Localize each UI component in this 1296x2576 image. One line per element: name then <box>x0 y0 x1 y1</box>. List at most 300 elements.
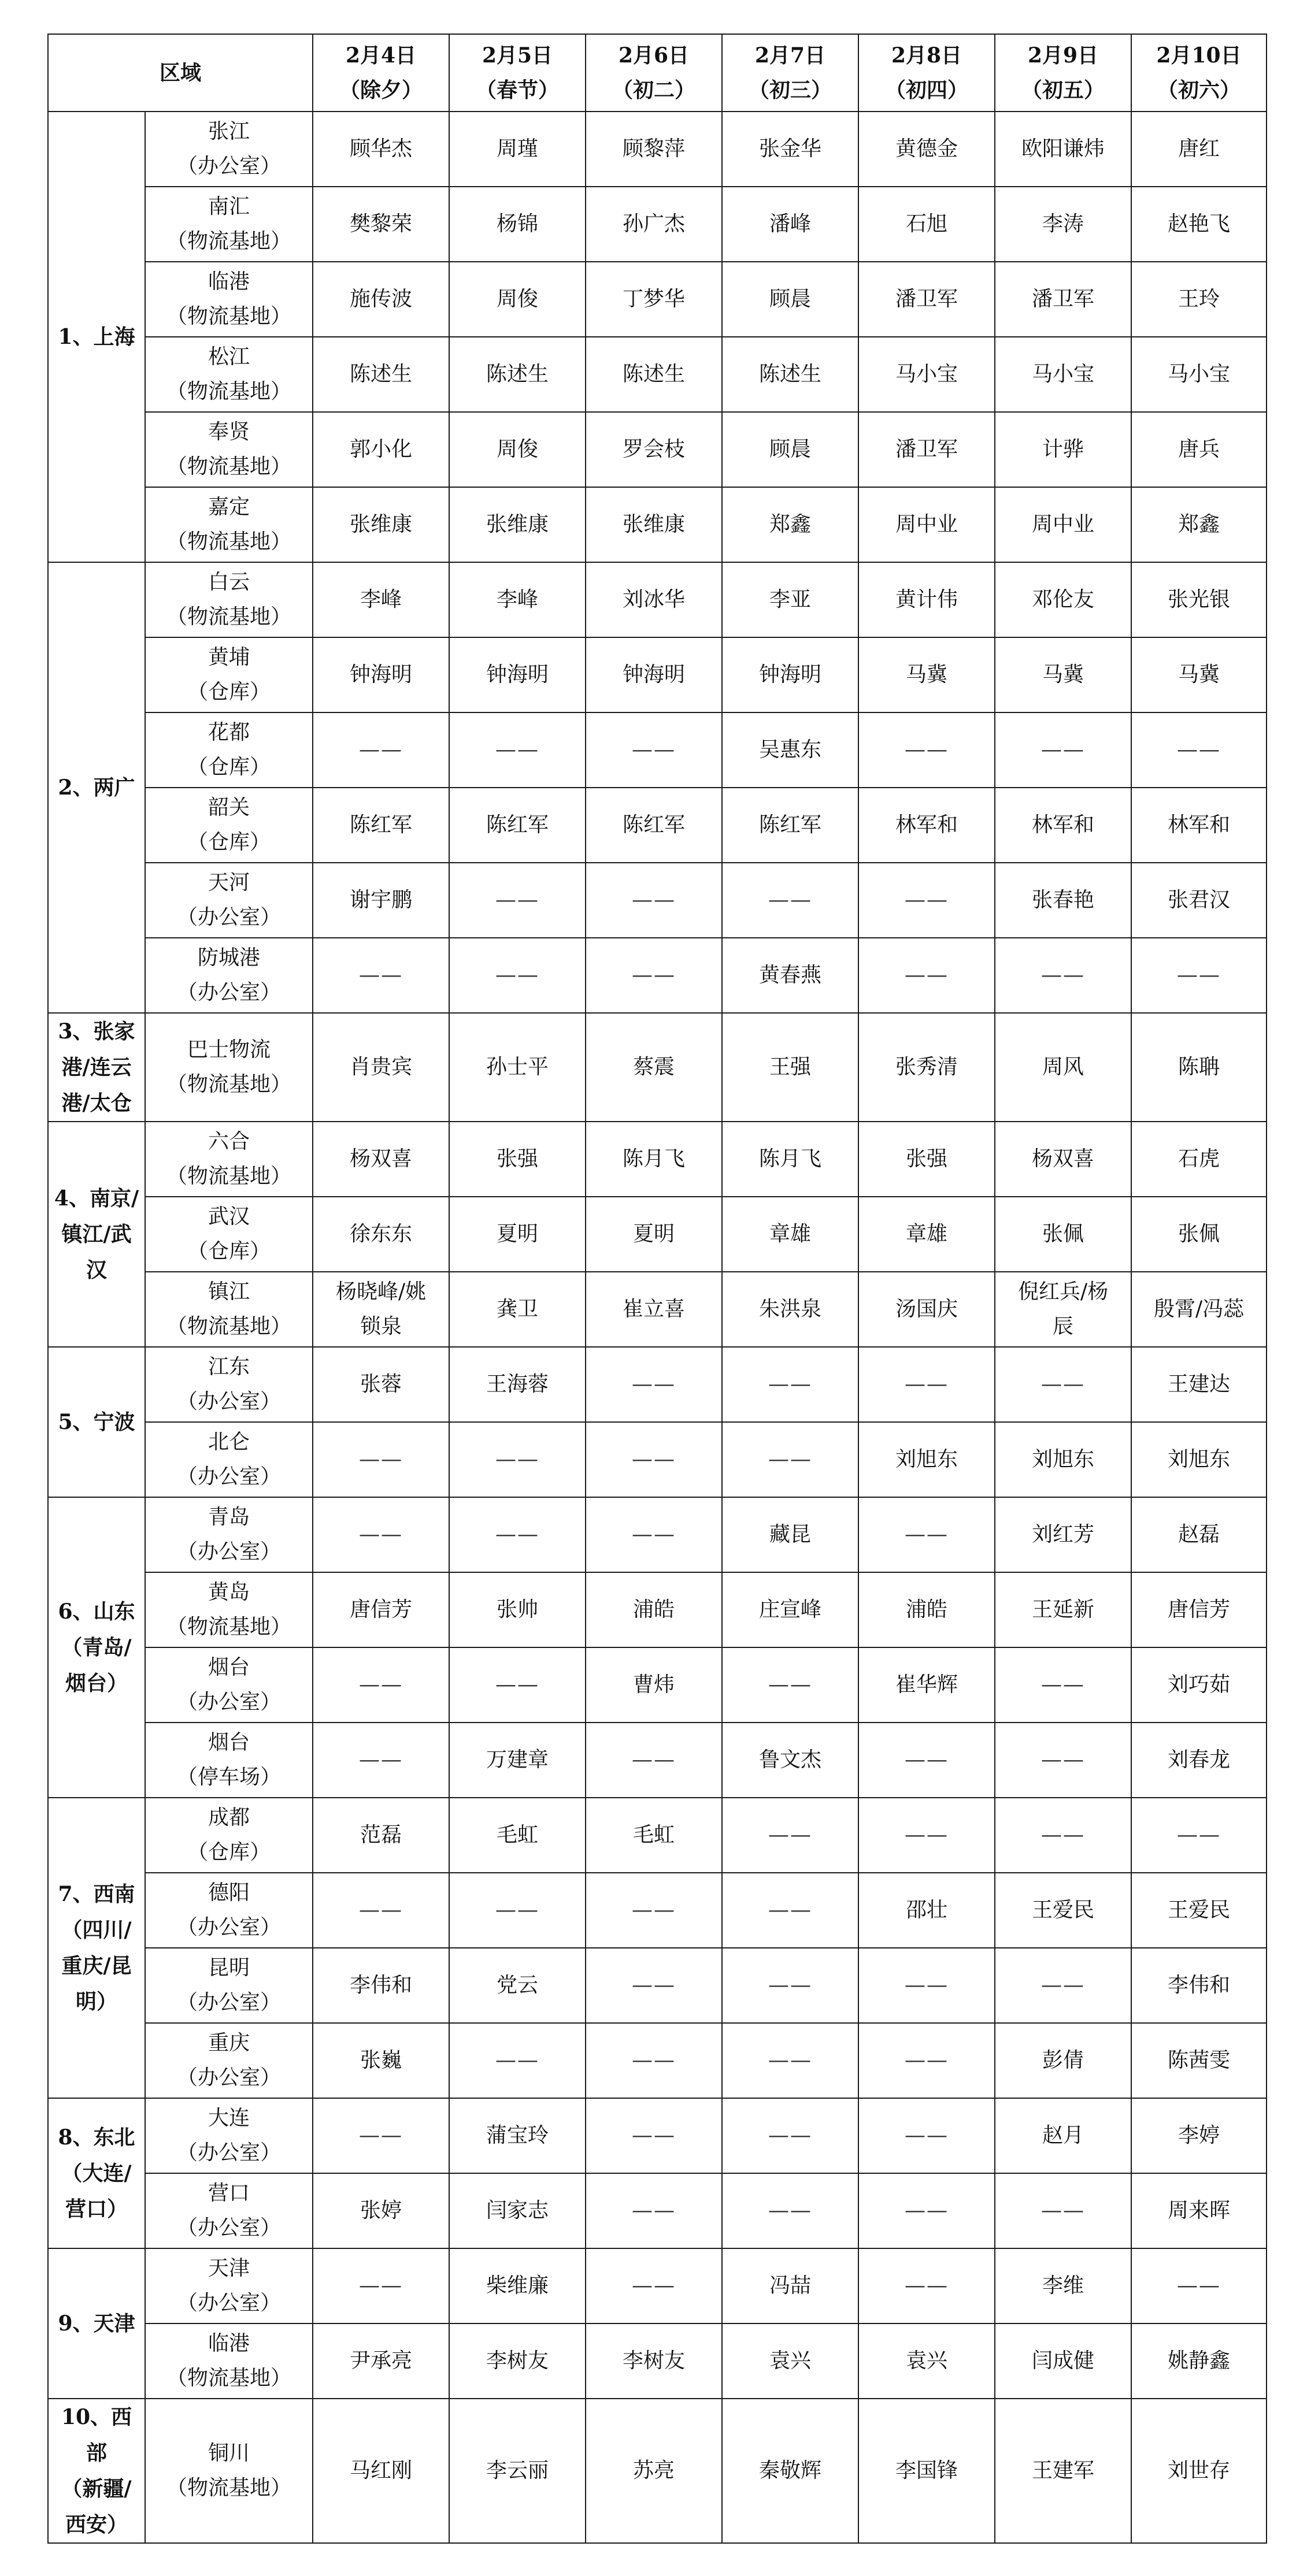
duty-person: 崔立喜 <box>623 1297 686 1321</box>
duty-person: 庄宣峰 <box>759 1598 822 1621</box>
duty-person: 秦敬辉 <box>759 2459 822 2482</box>
table-row <box>48 562 1267 637</box>
table-row <box>48 1647 1267 1723</box>
duty-cell <box>449 2023 586 2098</box>
duty-person: 赵艳飞 <box>1168 212 1231 236</box>
date-header-holiday: （春节） <box>476 78 560 102</box>
site-type: （办公室） <box>177 1390 282 1413</box>
table-row <box>48 1798 1267 1873</box>
duty-person: 马小宝 <box>1168 362 1231 386</box>
duty-cell <box>449 487 586 562</box>
region-group-label: 10、西部 <box>61 2405 132 2465</box>
duty-person: 李伟和 <box>350 1973 413 1997</box>
duty-person: 闫家志 <box>486 2199 549 2222</box>
site-type: （仓库） <box>187 830 271 854</box>
duty-cell <box>1131 337 1267 412</box>
no-duty-dash: —— <box>768 1823 813 1847</box>
duty-cell <box>722 1122 858 1197</box>
duty-person: 曹炜 <box>633 1673 675 1697</box>
site-name: 黄埔 <box>208 645 250 669</box>
duty-person: 樊黎荣 <box>350 212 413 236</box>
region-header <box>48 34 313 112</box>
duty-cell <box>449 1422 586 1497</box>
region-group-label: （青岛/ <box>61 1635 132 1660</box>
site-cell <box>145 1013 313 1122</box>
duty-person: 汤国庆 <box>895 1297 958 1321</box>
duty-cell <box>313 1798 449 1873</box>
duty-cell <box>313 1422 449 1497</box>
region-group-cell <box>48 1347 145 1497</box>
duty-cell <box>995 788 1131 863</box>
table-row <box>48 1723 1267 1798</box>
region-group-cell <box>48 2248 145 2399</box>
table-row <box>48 262 1267 337</box>
site-type: （仓库） <box>187 680 271 704</box>
duty-cell <box>449 262 586 337</box>
duty-person: 赵磊 <box>1178 1523 1220 1546</box>
site-type: （仓库） <box>187 755 271 779</box>
region-group-label: 2、两广 <box>58 775 135 800</box>
site-name: 青岛 <box>208 1505 250 1529</box>
region-group-cell <box>48 1798 145 2098</box>
site-cell <box>145 187 313 262</box>
no-duty-dash: —— <box>768 2048 813 2072</box>
duty-cell <box>995 1272 1131 1347</box>
site-cell <box>145 1647 313 1723</box>
duty-cell <box>858 1497 995 1572</box>
duty-cell <box>313 637 449 712</box>
duty-person: 王建达 <box>1168 1372 1231 1396</box>
region-group-label: （四川/ <box>61 1918 132 1942</box>
duty-person: 林军和 <box>1032 813 1095 837</box>
duty-cell <box>995 1647 1131 1723</box>
duty-cell <box>313 2098 449 2173</box>
duty-person: 张帅 <box>497 1598 539 1621</box>
duty-person: 张蓉 <box>360 1372 402 1396</box>
site-name: 临港 <box>208 270 250 294</box>
duty-person: 陈红军 <box>759 813 822 837</box>
duty-person: 张维康 <box>350 513 413 536</box>
duty-person: 马冀 <box>1178 663 1220 686</box>
duty-person: 周俊 <box>497 437 539 461</box>
duty-person: 马小宝 <box>895 362 958 386</box>
duty-cell <box>313 2248 449 2323</box>
date-header-holiday: （初三） <box>749 78 832 102</box>
duty-person: 杨双喜 <box>350 1147 413 1171</box>
header-row <box>48 34 1267 112</box>
table-row <box>48 487 1267 562</box>
duty-cell <box>858 262 995 337</box>
table-row <box>48 1197 1267 1272</box>
no-duty-dash: —— <box>905 1748 949 1772</box>
region-group-label: 6、山东 <box>58 1599 135 1624</box>
duty-person: 李树友 <box>486 2349 549 2373</box>
duty-cell <box>722 2098 858 2173</box>
site-name: 烟台 <box>208 1731 250 1754</box>
duty-person: 刘冰华 <box>623 588 686 611</box>
duty-person: 杨双喜 <box>1032 1147 1095 1171</box>
duty-cell <box>586 487 722 562</box>
site-type: （物流基地） <box>166 2476 292 2500</box>
duty-person: 藏昆 <box>769 1523 812 1546</box>
site-type: （物流基地） <box>166 380 292 403</box>
duty-cell <box>586 2098 722 2173</box>
duty-cell <box>722 1197 858 1272</box>
duty-cell <box>586 1798 722 1873</box>
duty-cell <box>722 938 858 1013</box>
site-type: （物流基地） <box>166 305 292 328</box>
duty-cell <box>586 1272 722 1347</box>
no-duty-dash: —— <box>905 2124 949 2147</box>
site-type: （办公室） <box>177 2141 282 2165</box>
duty-cell <box>313 1347 449 1422</box>
duty-person: 李树友 <box>623 2349 686 2373</box>
site-name: 黄岛 <box>208 1580 250 1604</box>
date-header <box>586 34 722 112</box>
duty-person: 毛虹 <box>497 1823 539 1847</box>
duty-person: 邓伦友 <box>1032 588 1095 611</box>
duty-person: 刘巧茹 <box>1168 1673 1231 1697</box>
duty-person: 夏明 <box>497 1222 539 1246</box>
region-group-label: 7、西南 <box>58 1882 135 1906</box>
duty-cell <box>995 187 1131 262</box>
duty-cell <box>586 1347 722 1422</box>
duty-cell <box>313 1948 449 2023</box>
duty-cell <box>722 187 858 262</box>
duty-cell <box>449 1197 586 1272</box>
duty-cell <box>995 337 1131 412</box>
duty-person: 浦皓 <box>906 1598 948 1621</box>
duty-cell <box>586 938 722 1013</box>
no-duty-dash: —— <box>905 888 949 912</box>
duty-cell <box>313 562 449 637</box>
duty-cell <box>995 1873 1131 1948</box>
duty-person: 周俊 <box>497 287 539 311</box>
duty-cell <box>586 1873 722 1948</box>
date-header <box>313 34 449 112</box>
no-duty-dash: —— <box>1177 1823 1221 1847</box>
duty-cell <box>586 2248 722 2323</box>
duty-cell <box>313 1723 449 1798</box>
no-duty-dash: —— <box>1177 2274 1221 2297</box>
region-group-cell <box>48 2399 145 2543</box>
duty-cell <box>1131 1572 1267 1647</box>
table-row <box>48 2098 1267 2173</box>
duty-person: 顾晨 <box>769 437 812 461</box>
site-name: 奉贤 <box>208 420 250 444</box>
duty-cell <box>1131 2023 1267 2098</box>
duty-person: 夏明 <box>633 1222 675 1246</box>
duty-person: 黄春燕 <box>759 963 822 987</box>
duty-person: 冯喆 <box>769 2274 812 2297</box>
site-type: （办公室） <box>177 1916 282 1939</box>
duty-person: 李峰 <box>497 588 539 611</box>
duty-cell <box>1131 1798 1267 1873</box>
duty-cell <box>313 1873 449 1948</box>
table-row <box>48 788 1267 863</box>
duty-cell <box>449 2399 586 2543</box>
duty-cell <box>449 562 586 637</box>
duty-person: 刘春龙 <box>1168 1748 1231 1772</box>
duty-person: 闫成健 <box>1032 2349 1095 2373</box>
duty-cell <box>313 487 449 562</box>
no-duty-dash: —— <box>495 2048 540 2072</box>
duty-cell <box>313 1572 449 1647</box>
duty-cell <box>858 2323 995 2399</box>
table-row <box>48 1122 1267 1197</box>
date-header <box>449 34 586 112</box>
no-duty-dash: —— <box>1177 963 1221 987</box>
date-header-date: 2月5日 <box>482 43 553 68</box>
duty-cell <box>858 2023 995 2098</box>
duty-cell <box>995 938 1131 1013</box>
duty-person: 计骅 <box>1042 437 1084 461</box>
duty-person: 杨锦 <box>497 212 539 236</box>
table-row <box>48 412 1267 487</box>
site-cell <box>145 1122 313 1197</box>
duty-cell <box>722 262 858 337</box>
duty-cell <box>449 1347 586 1422</box>
duty-cell <box>858 1013 995 1122</box>
table-row <box>48 1347 1267 1422</box>
site-name: 重庆 <box>208 2031 250 2055</box>
duty-person: 张君汉 <box>1168 888 1231 912</box>
duty-person: 顾华杰 <box>350 137 413 161</box>
region-group-cell <box>48 1013 145 1122</box>
duty-person: 姚静鑫 <box>1168 2349 1231 2373</box>
duty-cell <box>449 112 586 187</box>
duty-cell <box>1131 863 1267 938</box>
duty-cell <box>1131 1197 1267 1272</box>
duty-cell <box>722 712 858 788</box>
duty-cell <box>995 412 1131 487</box>
site-name: 临港 <box>208 2332 250 2355</box>
duty-person: 辰 <box>1053 1315 1074 1338</box>
duty-cell <box>995 712 1131 788</box>
duty-person: 王玲 <box>1178 287 1220 311</box>
duty-person: 陈红军 <box>350 813 413 837</box>
duty-cell <box>449 187 586 262</box>
site-name: 江东 <box>208 1355 250 1379</box>
table-row <box>48 863 1267 938</box>
table-row <box>48 1873 1267 1948</box>
duty-cell <box>586 712 722 788</box>
site-type: （办公室） <box>177 154 282 178</box>
site-name: 南汇 <box>208 195 250 218</box>
duty-cell <box>586 2173 722 2248</box>
no-duty-dash: —— <box>359 963 403 987</box>
duty-person: 陈茜雯 <box>1168 2048 1231 2072</box>
duty-cell <box>586 1948 722 2023</box>
duty-cell <box>449 1013 586 1122</box>
region-group-label: 8、东北 <box>58 2125 135 2150</box>
no-duty-dash: —— <box>359 738 403 762</box>
duty-cell <box>722 562 858 637</box>
duty-cell <box>449 1497 586 1572</box>
no-duty-dash: —— <box>632 1748 676 1772</box>
site-name: 天河 <box>208 871 250 894</box>
region-group-label: 营口） <box>65 2197 128 2221</box>
duty-cell <box>722 487 858 562</box>
duty-person: 张秀清 <box>895 1055 958 1079</box>
region-group-label: 明） <box>75 1989 117 2014</box>
site-cell <box>145 337 313 412</box>
duty-person: 潘卫军 <box>1032 287 1095 311</box>
no-duty-dash: —— <box>359 1447 403 1471</box>
no-duty-dash: —— <box>632 2124 676 2147</box>
no-duty-dash: —— <box>359 2124 403 2147</box>
table-row <box>48 2173 1267 2248</box>
no-duty-dash: —— <box>905 963 949 987</box>
duty-cell <box>858 2399 995 2543</box>
site-type: （停车场） <box>177 1765 282 1789</box>
site-type: （办公室） <box>177 2291 282 2315</box>
duty-person: 李伟和 <box>1168 1973 1231 1997</box>
site-name: 嘉定 <box>208 495 250 519</box>
duty-cell <box>1131 487 1267 562</box>
duty-cell <box>858 2173 995 2248</box>
duty-cell <box>586 788 722 863</box>
site-name: 张江 <box>208 120 250 143</box>
duty-cell <box>586 1013 722 1122</box>
table-row <box>48 1422 1267 1497</box>
duty-cell <box>586 1122 722 1197</box>
no-duty-dash: —— <box>1041 1673 1086 1697</box>
date-header-holiday: （初六） <box>1157 78 1241 102</box>
duty-cell <box>313 938 449 1013</box>
table-row <box>48 2323 1267 2399</box>
duty-person: 唐信芳 <box>350 1598 413 1621</box>
site-cell <box>145 2098 313 2173</box>
date-header-date: 2月8日 <box>891 43 962 68</box>
no-duty-dash: —— <box>768 1447 813 1471</box>
duty-cell <box>313 2323 449 2399</box>
duty-cell <box>722 1422 858 1497</box>
duty-cell <box>449 788 586 863</box>
no-duty-dash: —— <box>632 963 676 987</box>
duty-cell <box>313 262 449 337</box>
no-duty-dash: —— <box>768 1973 813 1997</box>
duty-cell <box>1131 938 1267 1013</box>
duty-cell <box>995 863 1131 938</box>
duty-cell <box>449 938 586 1013</box>
duty-cell <box>995 2098 1131 2173</box>
duty-person: 王延新 <box>1032 1598 1095 1621</box>
duty-cell <box>586 1647 722 1723</box>
duty-cell <box>586 2323 722 2399</box>
duty-person: 张婷 <box>360 2199 402 2222</box>
site-name: 镇江 <box>208 1280 250 1304</box>
duty-person: 尹承亮 <box>350 2349 413 2373</box>
no-duty-dash: —— <box>632 2274 676 2297</box>
duty-cell <box>995 1572 1131 1647</box>
duty-person: 潘峰 <box>769 212 812 236</box>
duty-person: 李维 <box>1042 2274 1084 2297</box>
no-duty-dash: —— <box>768 2199 813 2222</box>
duty-cell <box>449 863 586 938</box>
no-duty-dash: —— <box>632 2199 676 2222</box>
duty-cell <box>1131 562 1267 637</box>
duty-person: 石旭 <box>906 212 948 236</box>
duty-person: 周中业 <box>1032 513 1095 536</box>
site-name: 铜川 <box>208 2441 250 2465</box>
duty-cell <box>995 112 1131 187</box>
duty-person: 潘卫军 <box>895 437 958 461</box>
duty-cell <box>1131 788 1267 863</box>
duty-cell <box>722 637 858 712</box>
site-name: 花都 <box>208 721 250 744</box>
duty-cell <box>586 337 722 412</box>
no-duty-dash: —— <box>768 2124 813 2147</box>
no-duty-dash: —— <box>1041 738 1086 762</box>
duty-cell <box>858 788 995 863</box>
duty-person: 郑鑫 <box>769 513 812 536</box>
duty-person: 顾晨 <box>769 287 812 311</box>
duty-cell <box>449 412 586 487</box>
site-cell <box>145 2323 313 2399</box>
no-duty-dash: —— <box>495 888 540 912</box>
duty-person: 钟海明 <box>486 663 549 686</box>
duty-cell <box>722 2323 858 2399</box>
duty-cell <box>722 1272 858 1347</box>
duty-person: 陈述生 <box>350 362 413 386</box>
site-type: （物流基地） <box>166 530 292 554</box>
duty-person: 陈红军 <box>623 813 686 837</box>
duty-cell <box>313 1272 449 1347</box>
duty-person: 陈述生 <box>759 362 822 386</box>
duty-person: 王爱民 <box>1032 1898 1095 1922</box>
duty-cell <box>449 2173 586 2248</box>
site-type: （办公室） <box>177 1540 282 1564</box>
region-group-label: 4、南京/ <box>54 1186 139 1211</box>
table-row <box>48 2399 1267 2543</box>
duty-cell <box>313 1497 449 1572</box>
duty-person: 陈述生 <box>486 362 549 386</box>
site-cell <box>145 863 313 938</box>
duty-cell <box>722 1013 858 1122</box>
duty-person: 吴惠东 <box>759 738 822 762</box>
duty-cell <box>313 788 449 863</box>
no-duty-dash: —— <box>905 2274 949 2297</box>
duty-cell <box>995 637 1131 712</box>
duty-person: 顾黎萍 <box>623 137 686 161</box>
duty-cell <box>995 2023 1131 2098</box>
no-duty-dash: —— <box>359 1523 403 1546</box>
duty-cell <box>586 112 722 187</box>
no-duty-dash: —— <box>359 1673 403 1697</box>
table-row <box>48 1572 1267 1647</box>
duty-cell <box>449 1572 586 1647</box>
duty-person: 殷霄/冯蕊 <box>1153 1297 1245 1321</box>
table-row <box>48 1948 1267 2023</box>
duty-cell <box>722 1723 858 1798</box>
duty-person: 苏亮 <box>633 2459 675 2482</box>
duty-person: 刘世存 <box>1168 2459 1231 2482</box>
duty-person: 陈月飞 <box>623 1147 686 1171</box>
duty-person: 孙士平 <box>486 1055 549 1079</box>
no-duty-dash: —— <box>905 1823 949 1847</box>
duty-cell <box>1131 1013 1267 1122</box>
no-duty-dash: —— <box>632 2048 676 2072</box>
duty-person: 万建章 <box>486 1748 549 1772</box>
duty-cell <box>858 1422 995 1497</box>
site-type: （物流基地） <box>166 1072 292 1096</box>
duty-person: 朱洪泉 <box>759 1297 822 1321</box>
duty-person: 蒲宝玲 <box>486 2124 549 2147</box>
duty-cell <box>722 1347 858 1422</box>
no-duty-dash: —— <box>768 888 813 912</box>
site-cell <box>145 262 313 337</box>
